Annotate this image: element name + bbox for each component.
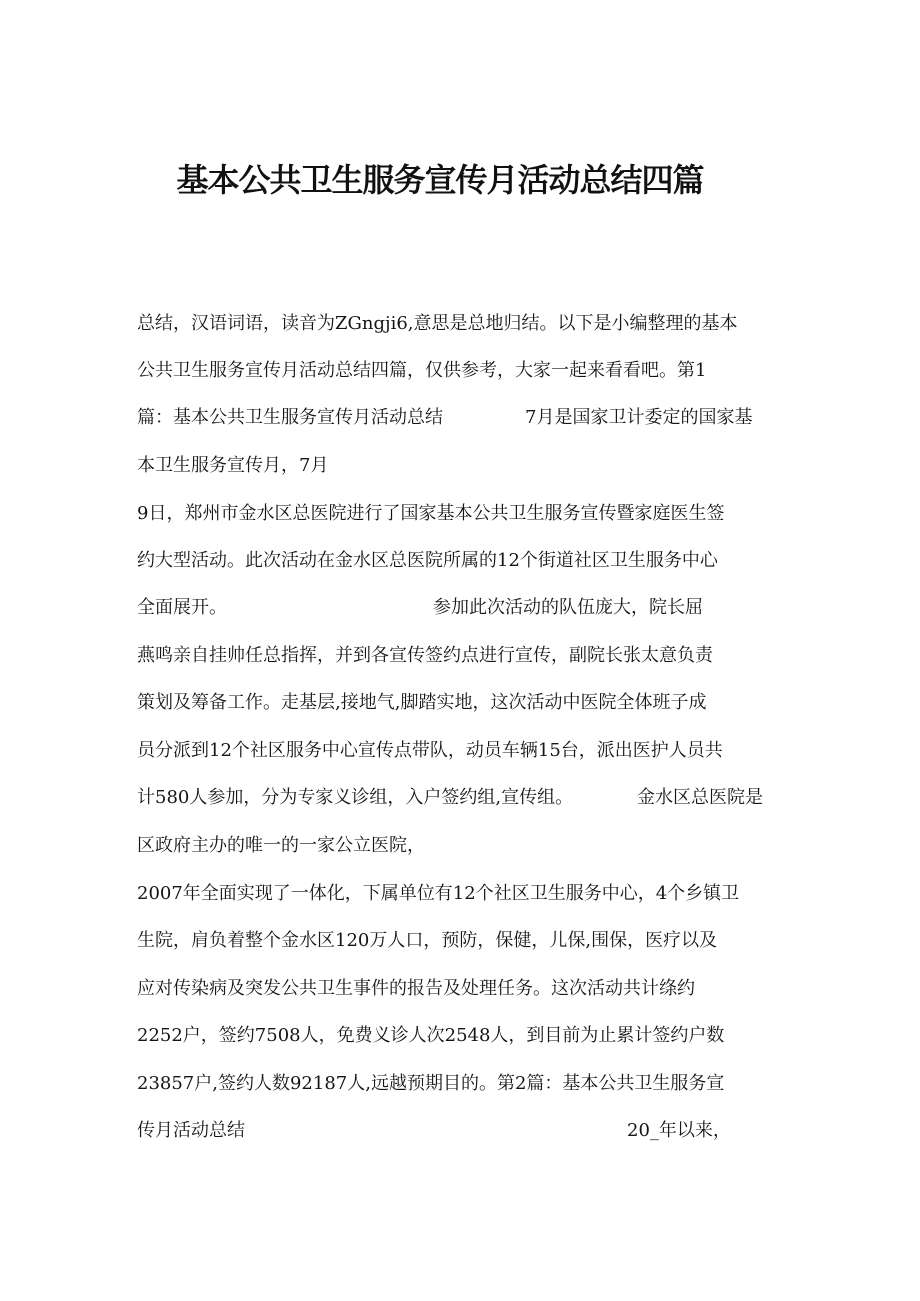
body-line-2: 公共卫生服务宣传月活动总结四篇，仅供参考，大家一起来看看吧。第1: [137, 360, 707, 381]
body-line-1: 总结，汉语词语，读音为ZGngji6,意思是总地归结。以下是小编整理的基本: [137, 313, 738, 334]
body-line-6: 约大型活动。此次活动在金水区总医院所属的12个街道社区卫生服务中心: [137, 550, 718, 571]
body-line-4: 本卫生服务宣传月，7月: [137, 455, 329, 476]
body-line-3-left: 篇：基本公共卫生服务宣传月活动总结: [137, 407, 443, 428]
body-line-7-right: 参加此次活动的队伍庞大，院长屈: [433, 597, 703, 618]
body-line-11-right: 金水区总医院是: [637, 787, 763, 808]
body-line-18-right: 20_年以来，: [627, 1120, 731, 1141]
body-line-16: 2252户，签约7508人，免费义诊人次2548人，到目前为止累计签约户数: [137, 1025, 725, 1046]
body-line-7-left: 全面展开。: [137, 597, 227, 618]
body-line-17: 23857户,签约人数92187人,远越预期目的。第2篇：基本公共卫生服务宣: [137, 1073, 725, 1094]
body-line-8: 燕鸣亲自挂帅任总指挥，并到各宣传签约点进行宣传，副院长张太意负责: [137, 645, 713, 666]
body-line-15: 应对传染病及突发公共卫生事件的报告及处理任务。这次活动共计绦约: [137, 978, 695, 999]
body-line-5: 9日，郑州市金水区总医院进行了国家基本公共卫生服务宣传暨家庭医生签: [137, 503, 725, 524]
body-line-18-left: 传月活动总结: [137, 1120, 245, 1141]
body-line-13: 2007年全面实现了一体化，下属单位有12个社区卫生服务中心，4个乡镇卫: [137, 883, 740, 904]
body-line-3-right: 7月是国家卫计委定的国家基: [525, 407, 753, 428]
body-line-14: 生院，肩负着整个金水区120万人口，预防，保健，儿保,围保，医疗以及: [137, 930, 718, 951]
body-line-11-left: 计580人参加，分为专家义诊组，入户签约组,宣传组。: [137, 787, 574, 808]
body-line-10: 员分派到12个社区服务中心宣传点带队，动员车辆15台，派出医护人员共: [137, 740, 723, 761]
document-title: 基本公共卫生服务宣传月活动总结四篇: [176, 161, 704, 199]
body-line-12: 区政府主办的唯一的一家公立医院，: [137, 835, 425, 856]
body-line-9: 策划及筹备工作。走基层,接地气,脚踏实地，这次活动中医院全体班子成: [137, 692, 707, 713]
